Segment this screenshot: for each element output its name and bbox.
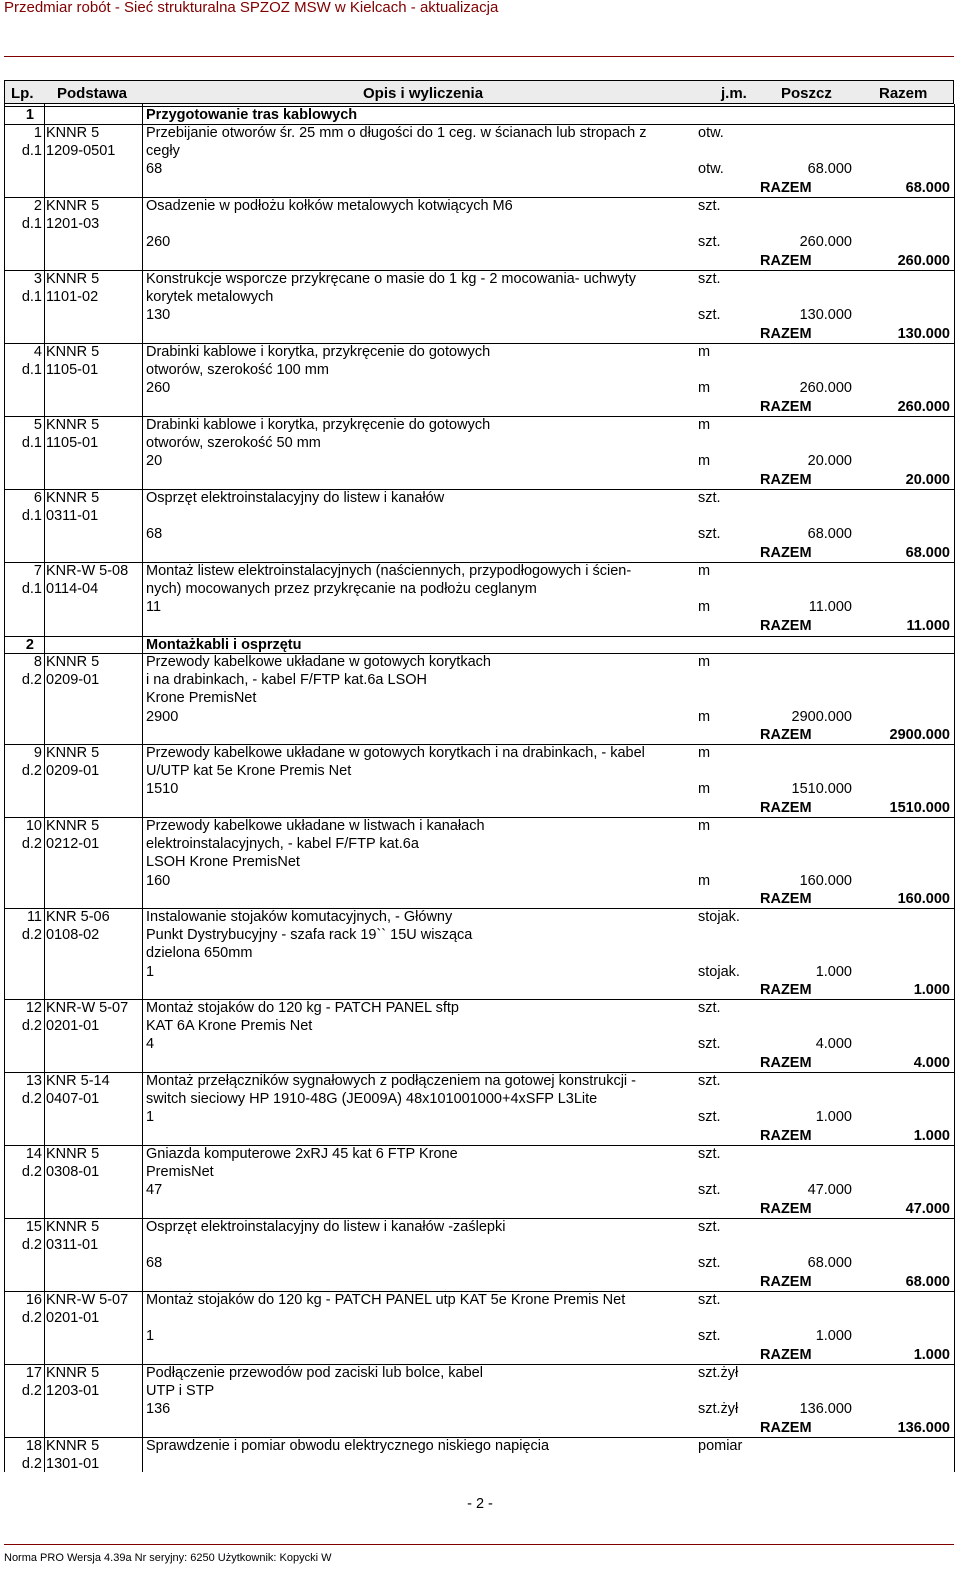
item-description: cegły	[146, 143, 180, 160]
section-title: Montażkabli i osprzętu	[146, 637, 302, 653]
item-unit: otw.	[698, 125, 724, 141]
item-description: i na drabinkach, - kabel F/FTP kat.6a LSOH	[146, 672, 428, 689]
item-lp: 15	[25, 1219, 42, 1235]
item-calc: 260	[146, 234, 171, 251]
item-calc-unit: m	[698, 708, 711, 725]
item-razem-label: RAZEM	[760, 1127, 812, 1144]
item-razem: 4.000	[913, 1054, 950, 1071]
item-razem: 1.000	[913, 981, 950, 998]
item-razem: 160.000	[897, 890, 950, 907]
item-calc-unit: szt.	[698, 1328, 721, 1345]
item-basis-code: 0407-01	[46, 1091, 100, 1108]
item-description: Osprzęt elektroinstalacyjny do listew i kanałów	[146, 490, 445, 506]
item-calc: 20	[146, 453, 163, 470]
item-description: Drabinki kablowe i korytka, przykręcenie do gotowych	[146, 344, 491, 360]
item-unit: szt.	[698, 1000, 721, 1016]
document-title: Przedmiar robót - Sieć strukturalna SPZOZ MSW w Kielcach - aktualizacja	[4, 0, 499, 16]
item-razem-label: RAZEM	[760, 471, 812, 488]
item-razem: 1510.000	[889, 799, 950, 816]
item-description: Osadzenie w podłożu kołków metalowych kotwiących M6	[146, 198, 513, 214]
item-calc-unit: m	[698, 781, 711, 798]
item-description: Krone PremisNet	[146, 690, 257, 707]
item-basis: KNNR 5	[46, 344, 100, 360]
item-lp: 13	[25, 1073, 42, 1089]
item-basis: KNNR 5	[46, 125, 100, 141]
item-calc: 260	[146, 380, 171, 397]
item-description: elektroinstalacyjnych, - kabel F/FTP kat.6a	[146, 836, 419, 853]
item-dz: d.2	[21, 1383, 42, 1400]
item-description: Montaż przełączników sygnałowych z podłączeniem na gotowej konstrukcji -	[146, 1073, 637, 1089]
item-calc: 2900	[146, 708, 179, 725]
item-razem-label: RAZEM	[760, 799, 812, 816]
item-basis: KNNR 5	[46, 818, 100, 834]
item-razem-label: RAZEM	[760, 890, 812, 907]
item-description: dzielona 650mm	[146, 945, 253, 962]
item-basis: KNNR 5	[46, 271, 100, 287]
item-basis-code: 0108-02	[46, 927, 100, 944]
item-unit: szt.	[698, 1146, 721, 1162]
item-basis-code: 0311-01	[46, 1237, 99, 1254]
item-basis-code: 1105-01	[46, 435, 99, 452]
item-dz: d.2	[21, 1310, 42, 1327]
item-poszcz: 68.000	[807, 161, 852, 178]
col-podstawa: Podstawa	[57, 85, 128, 102]
item-lp: 6	[33, 490, 42, 506]
item-calc: 68	[146, 526, 163, 543]
item-razem-label: RAZEM	[760, 1054, 812, 1071]
item-lp: 17	[25, 1365, 42, 1381]
item-lp: 10	[25, 818, 42, 834]
item-dz: d.1	[21, 362, 42, 379]
item-razem: 136.000	[897, 1419, 950, 1436]
item-poszcz: 1.000	[815, 1109, 852, 1126]
item-poszcz: 68.000	[807, 1255, 852, 1272]
item-razem: 1.000	[913, 1346, 950, 1363]
section-number: 2	[25, 637, 34, 653]
item-calc-unit: szt.	[698, 1255, 721, 1272]
item-calc: 68	[146, 1255, 163, 1272]
item-razem-label: RAZEM	[760, 325, 812, 342]
item-description: PremisNet	[146, 1164, 214, 1181]
item-description: U/UTP kat 5e Krone Premis Net	[146, 763, 352, 780]
item-basis-code: 1209-0501	[46, 143, 116, 160]
item-description: Montaż listew elektroinstalacyjnych (naściennych, przypodłogowych i ścien-	[146, 563, 632, 579]
item-razem-label: RAZEM	[760, 1419, 812, 1436]
item-razem: 68.000	[905, 1273, 950, 1290]
item-lp: 5	[33, 417, 42, 433]
item-poszcz: 20.000	[807, 453, 852, 470]
col-jm: j.m.	[721, 85, 747, 102]
item-basis: KNR 5-14	[46, 1073, 110, 1089]
item-calc: 1510	[146, 781, 179, 798]
item-dz: d.1	[21, 216, 42, 233]
item-description: switch sieciowy HP 1910-48G (JE009A) 48x101001000+4xSFP L3Lite	[146, 1091, 598, 1108]
item-razem: 20.000	[905, 471, 950, 488]
item-lp: 2	[33, 198, 42, 214]
item-calc: 47	[146, 1182, 163, 1199]
column-divider	[142, 104, 143, 1472]
item-basis: KNNR 5	[46, 1146, 100, 1162]
item-lp: 3	[33, 271, 42, 287]
col-poszcz: Poszcz	[781, 85, 832, 102]
item-razem-label: RAZEM	[760, 179, 812, 196]
item-basis-code: 1203-01	[46, 1383, 100, 1400]
item-poszcz: 11.000	[808, 599, 852, 616]
item-basis-code: 1301-01	[46, 1456, 100, 1473]
item-description: KAT 6A Krone Premis Net	[146, 1018, 313, 1035]
item-calc: 130	[146, 307, 171, 324]
item-calc-unit: szt.	[698, 307, 721, 324]
item-dz: d.1	[21, 435, 42, 452]
item-calc-unit: m	[698, 380, 711, 397]
item-unit: m	[698, 417, 711, 433]
item-calc-unit: szt.	[698, 1036, 721, 1053]
item-poszcz: 130.000	[799, 307, 852, 324]
item-calc-unit: m	[698, 453, 711, 470]
item-basis-code: 0209-01	[46, 763, 100, 780]
item-description: Montaż stojaków do 120 kg - PATCH PANEL sftp	[146, 1000, 459, 1016]
item-lp: 8	[33, 654, 42, 670]
item-dz: d.2	[21, 836, 42, 853]
item-razem-label: RAZEM	[760, 544, 812, 561]
item-description: Sprawdzenie i pomiar obwodu elektrycznego niskiego napięcia	[146, 1438, 550, 1454]
item-razem: 260.000	[897, 252, 950, 269]
item-dz: d.2	[21, 1018, 42, 1035]
item-dz: d.1	[21, 508, 42, 525]
item-basis-code: 1105-01	[46, 362, 99, 379]
item-basis-code: 1101-02	[46, 289, 99, 306]
item-basis: KNNR 5	[46, 654, 100, 670]
item-calc-unit: m	[698, 872, 711, 889]
item-unit: szt.	[698, 490, 721, 506]
item-description: korytek metalowych	[146, 289, 274, 306]
item-basis-code: 0201-01	[46, 1018, 100, 1035]
item-dz: d.1	[21, 143, 42, 160]
item-razem-label: RAZEM	[760, 1273, 812, 1290]
item-description: Przebijanie otworów śr. 25 mm o długości do 1 ceg. w ścianach lub stropach z	[146, 125, 647, 141]
item-dz: d.2	[21, 1237, 42, 1254]
page-number: - 2 -	[467, 1496, 493, 1512]
item-unit: m	[698, 654, 711, 670]
item-poszcz: 1.000	[815, 1328, 852, 1345]
item-poszcz: 260.000	[799, 380, 852, 397]
item-description: Osprzęt elektroinstalacyjny do listew i kanałów -zaślepki	[146, 1219, 506, 1235]
item-poszcz: 4.000	[815, 1036, 852, 1053]
item-basis: KNNR 5	[46, 198, 100, 214]
item-calc-unit: szt.żył	[698, 1401, 739, 1418]
item-razem-label: RAZEM	[760, 1200, 812, 1217]
item-razem: 47.000	[905, 1200, 950, 1217]
item-razem-label: RAZEM	[760, 981, 812, 998]
item-poszcz: 1510.000	[791, 781, 852, 798]
col-razem: Razem	[879, 85, 928, 102]
item-unit: szt.	[698, 198, 721, 214]
item-unit: szt.żył	[698, 1365, 739, 1381]
item-razem-label: RAZEM	[760, 617, 812, 634]
item-description: otworów, szerokość 50 mm	[146, 435, 321, 452]
item-calc-unit: otw.	[698, 161, 724, 178]
item-razem: 11.000	[906, 617, 950, 634]
item-basis-code: 0212-01	[46, 836, 100, 853]
item-unit: stojak.	[698, 909, 740, 925]
item-razem-label: RAZEM	[760, 252, 812, 269]
item-description: Przewody kabelkowe układane w gotowych korytkach	[146, 654, 491, 670]
item-lp: 16	[25, 1292, 42, 1308]
item-description: Przewody kabelkowe układane w listwach i kanałach	[146, 818, 485, 834]
item-poszcz: 1.000	[815, 963, 852, 980]
item-basis-code: 0114-04	[46, 581, 99, 598]
item-basis: KNNR 5	[46, 490, 100, 506]
item-razem-label: RAZEM	[760, 398, 812, 415]
item-razem: 260.000	[897, 398, 950, 415]
item-unit: pomiar	[698, 1438, 743, 1454]
item-razem: 68.000	[905, 179, 950, 196]
item-calc: 68	[146, 161, 163, 178]
item-calc-unit: szt.	[698, 234, 721, 251]
item-calc: 1	[146, 963, 155, 980]
item-description: LSOH Krone PremisNet	[146, 854, 300, 871]
column-divider	[44, 104, 45, 1472]
item-poszcz: 68.000	[807, 526, 852, 543]
item-lp: 1	[33, 125, 42, 141]
item-basis: KNNR 5	[46, 745, 100, 761]
item-description: Przewody kabelkowe układane w gotowych korytkach i na drabinkach, - kabel	[146, 745, 645, 761]
item-description: UTP i STP	[146, 1383, 215, 1400]
item-description: Punkt Dystrybucyjny - szafa rack 19`` 15U wisząca	[146, 927, 473, 944]
item-dz: d.2	[21, 763, 42, 780]
item-basis: KNNR 5	[46, 1365, 100, 1381]
item-calc: 4	[146, 1036, 155, 1053]
item-calc: 136	[146, 1401, 171, 1418]
item-unit: m	[698, 818, 711, 834]
item-dz: d.1	[21, 289, 42, 306]
item-razem: 68.000	[905, 544, 950, 561]
item-basis-code: 1201-03	[46, 216, 100, 233]
item-calc: 1	[146, 1109, 155, 1126]
item-razem-label: RAZEM	[760, 726, 812, 743]
item-poszcz: 260.000	[799, 234, 852, 251]
item-unit: m	[698, 344, 711, 360]
item-unit: szt.	[698, 1219, 721, 1235]
item-razem: 130.000	[897, 325, 950, 342]
item-calc: 11	[146, 599, 162, 616]
item-lp: 14	[25, 1146, 42, 1162]
table-header	[4, 80, 954, 104]
item-poszcz: 2900.000	[791, 708, 852, 725]
item-calc: 1	[146, 1328, 155, 1345]
item-calc-unit: szt.	[698, 526, 721, 543]
section-number: 1	[25, 107, 34, 123]
item-poszcz: 136.000	[799, 1401, 852, 1418]
item-basis-code: 0308-01	[46, 1164, 100, 1181]
column-divider	[4, 104, 5, 1472]
item-description: Instalowanie stojaków komutacyjnych, - Główny	[146, 909, 453, 925]
item-lp: 7	[33, 563, 42, 579]
item-basis-code: 0201-01	[46, 1310, 100, 1327]
item-basis: KNR 5-06	[46, 909, 110, 925]
item-unit: m	[698, 745, 711, 761]
item-lp: 9	[33, 745, 42, 761]
item-dz: d.2	[21, 672, 42, 689]
item-razem: 2900.000	[889, 726, 950, 743]
item-dz: d.2	[21, 1456, 42, 1473]
item-basis-code: 0209-01	[46, 672, 100, 689]
item-dz: d.2	[21, 927, 42, 944]
item-unit: szt.	[698, 271, 721, 287]
item-calc-unit: szt.	[698, 1109, 721, 1126]
col-lp: Lp.	[11, 85, 34, 102]
item-unit: szt.	[698, 1073, 721, 1089]
item-razem: 1.000	[913, 1127, 950, 1144]
item-calc-unit: m	[698, 599, 711, 616]
footer-rule	[4, 1544, 954, 1545]
item-basis: KNNR 5	[46, 417, 100, 433]
section-title: Przygotowanie tras kablowych	[146, 107, 358, 123]
item-calc: 160	[146, 872, 171, 889]
col-opis: Opis i wyliczenia	[363, 85, 484, 102]
item-description: Gniazda komputerowe 2xRJ 45 kat 6 FTP Krone	[146, 1146, 458, 1162]
item-lp: 11	[26, 909, 42, 925]
item-description: Konstrukcje wsporcze przykręcane o masie do 1 kg - 2 mocowania- uchwyty	[146, 271, 636, 287]
item-basis: KNR-W 5-07	[46, 1000, 129, 1016]
item-poszcz: 160.000	[799, 872, 852, 889]
item-dz: d.2	[21, 1164, 42, 1181]
item-description: Montaż stojaków do 120 kg - PATCH PANEL utp KAT 5e Krone Premis Net	[146, 1292, 626, 1308]
item-basis-code: 0311-01	[46, 508, 99, 525]
item-basis: KNNR 5	[46, 1219, 100, 1235]
item-poszcz: 47.000	[807, 1182, 852, 1199]
column-divider	[954, 104, 955, 1472]
item-lp: 18	[25, 1438, 42, 1454]
item-description: Podłączenie przewodów pod zaciski lub bolce, kabel	[146, 1365, 483, 1381]
item-description: otworów, szerokość 100 mm	[146, 362, 329, 379]
item-basis: KNR-W 5-07	[46, 1292, 129, 1308]
item-basis: KNNR 5	[46, 1438, 100, 1454]
item-razem-label: RAZEM	[760, 1346, 812, 1363]
item-lp: 12	[25, 1000, 42, 1016]
item-description: Drabinki kablowe i korytka, przykręcenie do gotowych	[146, 417, 491, 433]
item-dz: d.2	[21, 1091, 42, 1108]
item-description: nych) mocowanych przez przykręcanie na podłożu ceglanym	[146, 581, 537, 598]
footer-text: Norma PRO Wersja 4.39a Nr seryjny: 6250 Użytkownik: Kopycki W	[4, 1552, 332, 1564]
item-basis: KNR-W 5-08	[46, 563, 129, 579]
item-unit: m	[698, 563, 711, 579]
header-rule	[4, 56, 954, 57]
item-calc-unit: stojak.	[698, 963, 740, 980]
item-lp: 4	[33, 344, 42, 360]
item-dz: d.1	[21, 581, 42, 598]
item-unit: szt.	[698, 1292, 721, 1308]
item-calc-unit: szt.	[698, 1182, 721, 1199]
